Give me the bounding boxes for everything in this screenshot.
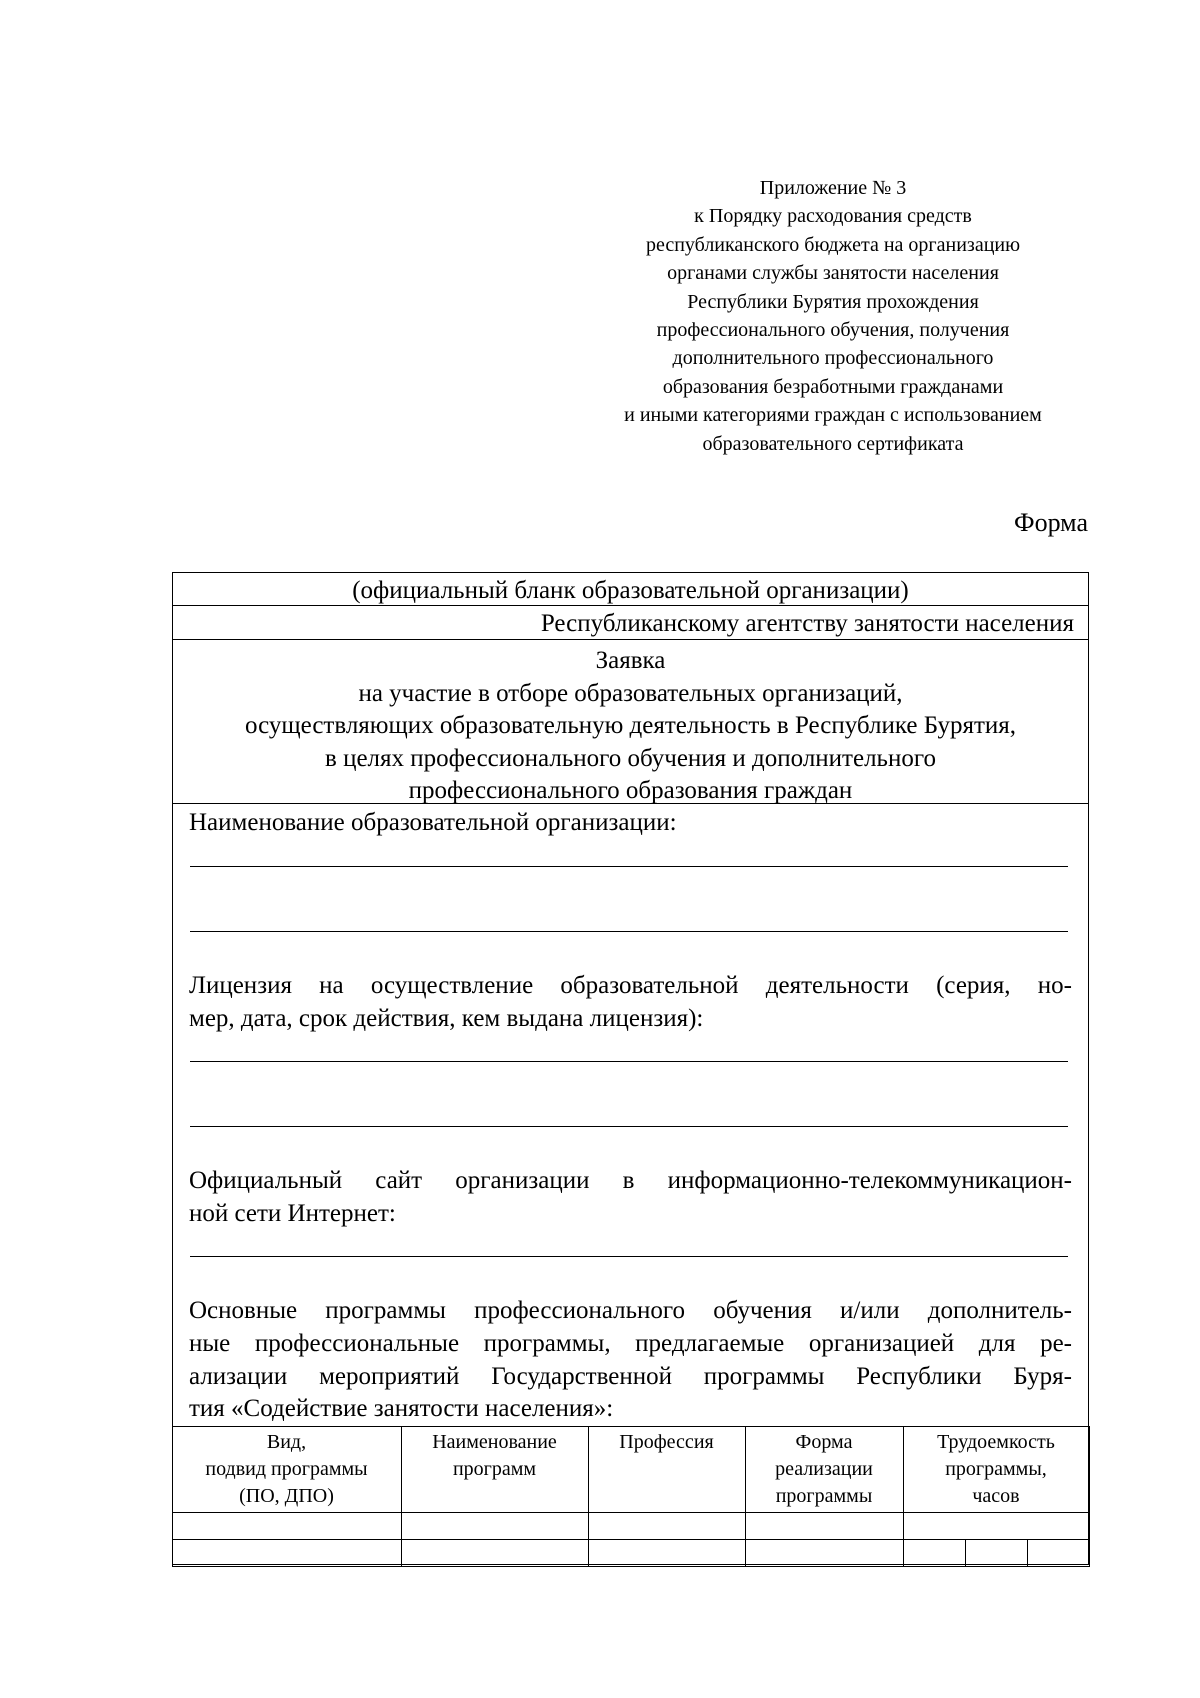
programs-label: Основные программы профессионального обучения и/или дополнитель- ные профессиональные программы, предлагаемые организацией для ре- ализации мероприятий Государственной программы Республики Буря- тия «Содействие занятости населения»: — [189, 1297, 1072, 1423]
divider — [173, 605, 1088, 606]
table-subcell[interactable] — [965, 1540, 1027, 1566]
table-cell[interactable] — [401, 1513, 588, 1540]
title-line: осуществляющих образовательную деятельность в Республике Бурятия, — [244, 712, 1017, 740]
annex-line: дополнительного профессионального — [672, 347, 994, 370]
website-fill-line[interactable] — [190, 1256, 1068, 1257]
annex-line: образовательного сертификата — [702, 432, 964, 455]
table-cell-split — [903, 1540, 1089, 1567]
table-cell[interactable] — [903, 1513, 1089, 1540]
title-line: в целях профессионального обучения и дополнительного — [325, 744, 936, 772]
divider — [173, 639, 1088, 640]
header-workload-hours — [903, 1427, 1089, 1513]
org-name-label: Наименование образовательной организации: — [189, 809, 677, 836]
org-name-fill-line[interactable] — [190, 931, 1068, 932]
table-row — [172, 1540, 1089, 1567]
table-cell[interactable] — [588, 1540, 745, 1567]
header-text: Наименование программ — [432, 1431, 557, 1480]
license-fill-line[interactable] — [190, 1061, 1068, 1062]
application-form — [172, 572, 1089, 1565]
table-cell[interactable] — [745, 1540, 903, 1567]
header-delivery-form — [745, 1427, 903, 1513]
header-text: Профессия — [619, 1431, 714, 1453]
application-title — [173, 645, 1088, 808]
form-label: Форма — [1014, 508, 1088, 537]
table-subcell[interactable] — [1027, 1540, 1089, 1566]
table-row — [172, 1513, 1089, 1540]
annex-line: органами службы занятости населения — [667, 262, 999, 285]
table-cell[interactable] — [172, 1540, 401, 1567]
license-fill-line[interactable] — [190, 1126, 1068, 1127]
annex-line: образования безработными гражданами — [662, 375, 1004, 398]
annex-line: Приложение № 3 — [759, 177, 907, 199]
table-subcell[interactable] — [904, 1540, 965, 1566]
header-program-type — [172, 1427, 401, 1513]
license-label: Лицензия на осуществление образовательной деятельности (серия, но- мер, дата, срок действия, кем выдана лицензия): — [189, 972, 1072, 1032]
annex-line: к Порядку расходования средств — [694, 205, 972, 228]
header-text: Вид, подвид программы (ПО, ДПО) — [205, 1431, 368, 1507]
annex-line: профессионального обучения, получения — [656, 319, 1010, 342]
header-program-name — [401, 1427, 588, 1513]
title-line: на участие в отборе образовательных организаций, — [358, 679, 903, 707]
header-profession — [588, 1427, 745, 1513]
table-cell[interactable] — [401, 1540, 588, 1567]
table-cell[interactable] — [172, 1513, 401, 1540]
table-cell[interactable] — [745, 1513, 903, 1540]
title-line: профессионального образования граждан — [408, 777, 853, 805]
annex-line: республиканского бюджета на организацию — [645, 233, 1021, 256]
annex-line: Республики Бурятия прохождения — [687, 290, 979, 313]
letterhead-text: (официальный бланк образовательной организации) — [352, 577, 909, 604]
table-cell[interactable] — [588, 1513, 745, 1540]
annex-header — [560, 174, 1106, 458]
org-name-fill-line[interactable] — [190, 866, 1068, 867]
workload-subcells — [904, 1540, 1089, 1566]
programs-table — [172, 1426, 1090, 1567]
addressee-text: Республиканскому агентству занятости населения — [540, 610, 1074, 637]
table-header-row — [172, 1427, 1089, 1513]
annex-line: и иными категориями граждан с использованием — [624, 404, 1042, 427]
divider — [173, 803, 1088, 804]
header-text: Трудоемкость программы, часов — [937, 1431, 1055, 1507]
header-text: Форма реализации программы — [775, 1431, 873, 1507]
website-label: Официальный сайт организации в информационно-телекоммуникацион- ной сети Интернет: — [189, 1167, 1072, 1227]
title-line: Заявка — [595, 647, 666, 674]
